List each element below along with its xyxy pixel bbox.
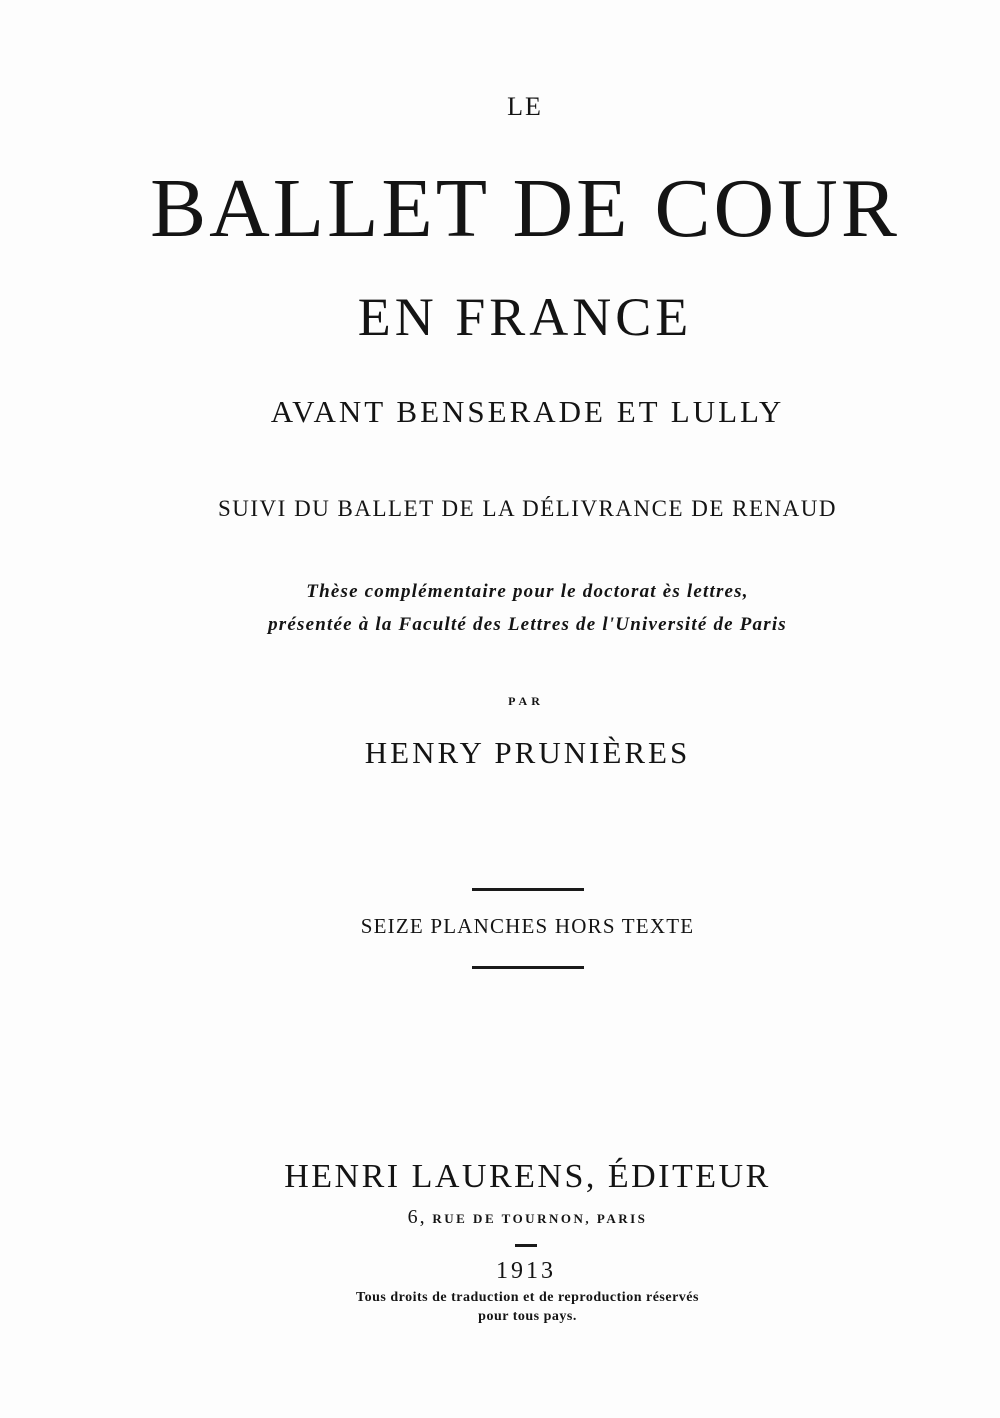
publisher-address <box>0 1206 1000 1229</box>
thesis-line-2: présentée à la Faculté des Lettres de l'Université de Paris <box>268 614 787 635</box>
plates-note: SEIZE PLANCHES HORS TEXTE <box>360 914 695 938</box>
publication-year: 1913 <box>496 1258 556 1284</box>
divider-bottom <box>472 966 584 969</box>
title-location: EN FRANCE <box>357 287 693 347</box>
imprint-dash <box>515 1244 537 1247</box>
rights-line-1: Tous droits de traduction et de reproduction réservés <box>356 1290 699 1305</box>
author-name: HENRY PRUNIÈRES <box>364 735 691 770</box>
thesis-line-1: Thèse complémentaire pour le doctorat ès lettres, <box>306 581 749 602</box>
title-article: LE <box>507 92 543 121</box>
address-number: 6, <box>407 1206 427 1228</box>
supplement-line: SUIVI DU BALLET DE LA DÉLIVRANCE DE RENAUD <box>218 496 837 521</box>
rights-line-2: pour tous pays. <box>478 1309 577 1324</box>
publisher-name: HENRI LAURENS, ÉDITEUR <box>284 1158 771 1195</box>
address-street: RUE DE TOURNON, PARIS <box>432 1211 648 1226</box>
by-label: PAR <box>508 694 544 708</box>
subtitle: AVANT BENSERADE ET LULLY <box>270 394 785 429</box>
divider-top <box>472 888 584 891</box>
main-title: BALLET DE COUR <box>150 162 900 255</box>
